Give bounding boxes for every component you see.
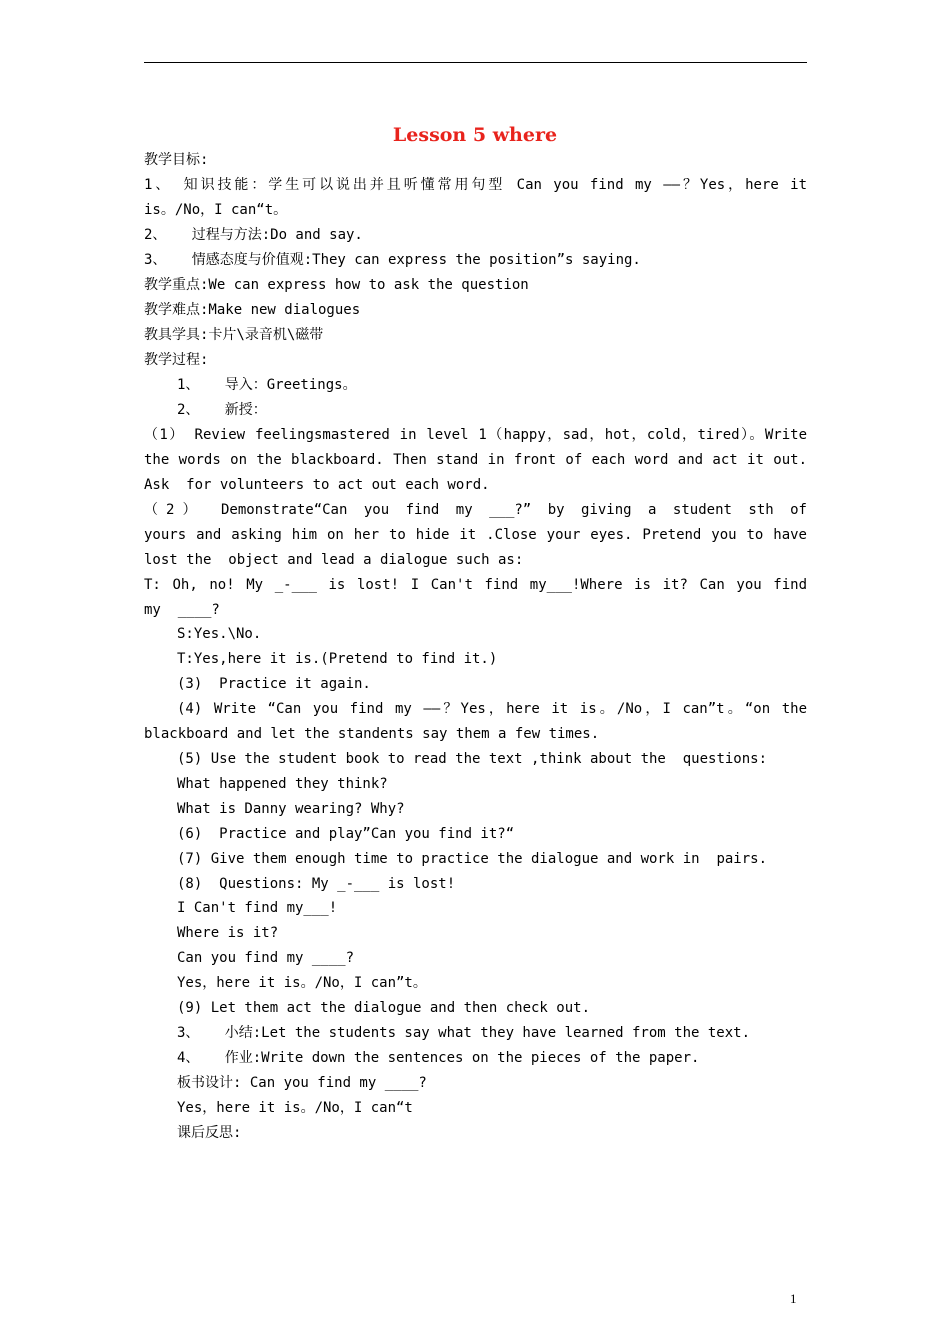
- text-line: Can you find my ____?: [177, 950, 355, 966]
- text-line: Yes，here it is。/No，I can“t: [177, 1100, 413, 1116]
- text-line: 教学目标:: [144, 152, 209, 168]
- text-line: Where is it?: [177, 925, 279, 941]
- text-line: （1） Review feelingsmastered in level 1（happy，sad，hot，cold，tired）。Write: [144, 427, 807, 443]
- text-line: 教学过程:: [144, 352, 209, 368]
- lesson-title: Lesson 5 where: [392, 124, 558, 146]
- text-line: is。/No，I can“t。: [144, 202, 288, 218]
- text-line: yours and asking him on her to hide it .Close your eyes. Pretend you to have: [144, 527, 807, 543]
- text-line: (4) Write “Can you find my ——？Yes，here it is。/No，I can”t。“on the: [177, 701, 807, 717]
- text-line: (6) Practice and play”Can you find it?“: [177, 826, 515, 842]
- text-line: (3) Practice it again.: [177, 676, 371, 692]
- header-rule: [144, 62, 807, 63]
- text-line: S:Yes.\No.: [177, 626, 262, 642]
- text-line: T:Yes,here it is.(Pretend to find it.): [177, 651, 498, 667]
- page-number: 1: [790, 1291, 797, 1306]
- text-line: 板书设计: Can you find my ____?: [177, 1075, 427, 1091]
- text-line: 3、 情感态度与价值观:They can express the position”s saying.: [144, 252, 641, 268]
- text-line: Ask for volunteers to act out each word.: [144, 477, 490, 493]
- text-line: （2） Demonstrate“Can you find my ___?” by giving a student sth of: [144, 502, 807, 518]
- text-line: 教学难点:Make new dialogues: [144, 302, 361, 318]
- text-line: Yes，here it is。/No，I can”t。: [177, 975, 427, 991]
- text-line: 1、 知识技能：学生可以说出并且听懂常用句型 Can you find my ——？Yes，here it: [144, 177, 807, 193]
- text-line: blackboard and let the standents say them a few times.: [144, 726, 600, 742]
- text-line: my ____?: [144, 602, 220, 618]
- text-line: 教学重点:We can express how to ask the question: [144, 277, 529, 293]
- text-line: 教具学具:卡片\录音机\磁带: [144, 327, 324, 343]
- text-line: (7) Give them enough time to practice the dialogue and work in pairs.: [177, 851, 768, 867]
- text-line: (9) Let them act the dialogue and then check out.: [177, 1000, 591, 1016]
- text-line: What is Danny wearing? Why?: [177, 801, 405, 817]
- text-line: (5) Use the student book to read the text ,think about the questions:: [177, 751, 768, 767]
- text-line: What happened they think?: [177, 776, 388, 792]
- text-line: 2、 过程与方法:Do and say.: [144, 227, 363, 243]
- text-line: T: Oh, no! My _-___ is lost! I Can't find my___!Where is it? Can you find: [144, 577, 807, 593]
- text-line: lost the object and lead a dialogue such as:: [144, 552, 524, 568]
- text-line: 课后反思:: [177, 1125, 242, 1141]
- text-line: the words on the blackboard. Then stand in front of each word and act it out.: [144, 452, 807, 468]
- text-line: I Can't find my___!: [177, 900, 338, 916]
- text-line: (8) Questions: My _-___ is lost!: [177, 876, 456, 892]
- text-line: 2、 新授：: [177, 402, 267, 418]
- text-line: 3、 小结:Let the students say what they have learned from the text.: [177, 1025, 751, 1041]
- text-line: 1、 导入：Greetings。: [177, 377, 357, 393]
- text-line: 4、 作业:Write down the sentences on the pieces of the paper.: [177, 1050, 700, 1066]
